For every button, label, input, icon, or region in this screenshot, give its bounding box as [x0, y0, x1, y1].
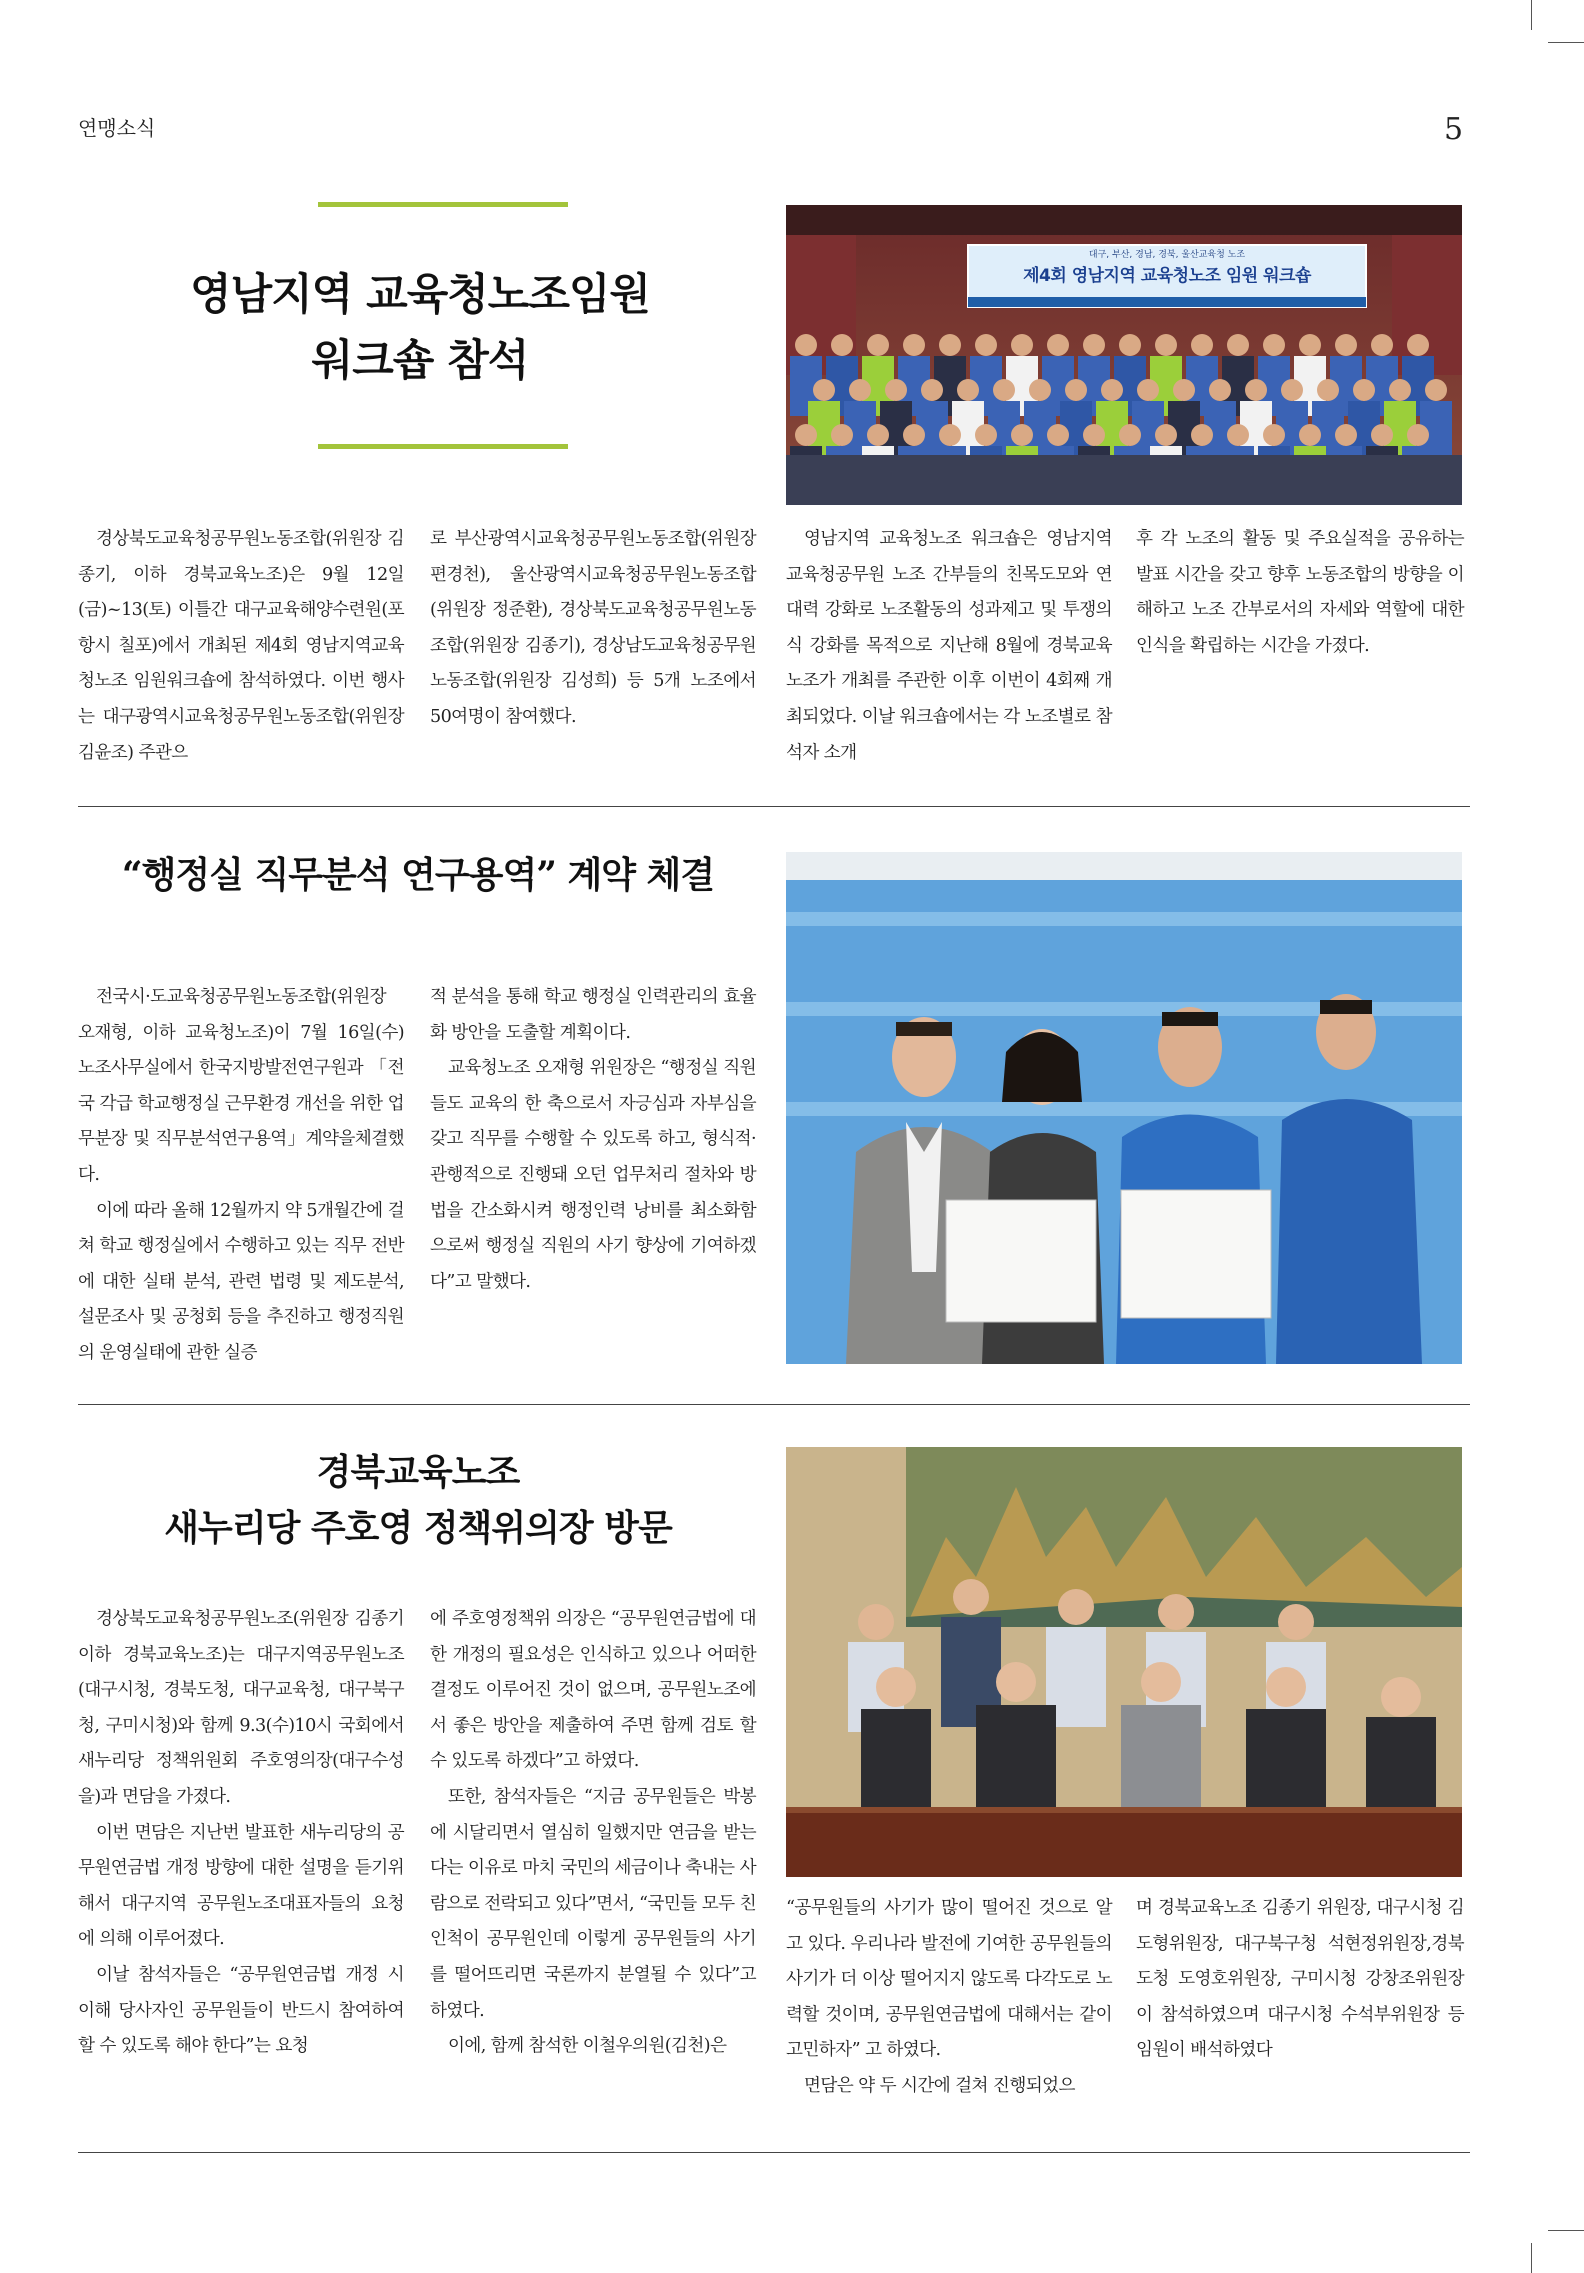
- article1-title-line2: 워크숍 참석: [311, 336, 529, 386]
- paragraph: 이에, 함께 참석한 이철우의원(김천)은: [448, 2036, 727, 2057]
- article2-column-1: [78, 980, 404, 1372]
- banner-title: 제4회 영남지역 교육청노조 임원 워크숍: [1023, 266, 1311, 286]
- paragraph: 영남지역 교육청노조 워크숍은 영남지역 교육청공무원 노조 간부들의 친목도모와 연대력 강화로 노조활동의 성과제고 및 투쟁의식 강화를 목적으로 지난해 8월에 경북교육노조가 개최를 주관한 이후 이번이 4회째 개최되었다. 이날 워크숍에서는 각 노조별로 참석자 소개: [786, 529, 1112, 763]
- banner-subtitle: 대구, 부산, 경남, 경북, 울산교육청 노조: [1088, 250, 1246, 260]
- article2-title: “행정실 직무분석 연구용역” 계약 체결: [121, 854, 715, 896]
- article3-column-2: [430, 1602, 756, 2065]
- page-bottom-divider: [78, 2152, 1470, 2153]
- paragraph: 로 부산광역시교육청공무원노동조합(위원장 편경천), 울산광역시교육청공무원노동조합(위원장 정준환), 경상북도교육청공무원노동조합(위원장 김종기), 경상남도교육청공무원노동조합(위원장 김성희) 등 5개 노조에서 50여명이 참여했다.: [430, 529, 756, 727]
- article3-title: [78, 1444, 758, 1556]
- paragraph: 또한, 참석자들은 “지금 공무원들은 박봉에 시달리면서 열심히 일했지만 연금을 받는다는 이유로 마치 국민의 세금이나 축내는 사람으로 전락되고 있다”면서, “국민들 모두 친인척이 공무원인데 이렇게 공무원들의 사기를 떨어뜨리면 국론까지 분열될 수 있다”고 하였다.: [430, 1786, 756, 2021]
- paragraph: 전국시·도교육청공무원노동조합(위원장 오재형, 이하 교육청노조)이 7월 16일(수) 노조사무실에서 한국지방발전연구원과 「전국 각급 학교행정실 근무환경 개선을 위한 업무분장 및 직무분석연구용역」계약을체결했다.: [78, 987, 404, 1185]
- article1-column-3: [786, 522, 1112, 771]
- paragraph: “공무원들의 사기가 많이 떨어진 것으로 알고 있다. 우리나라 발전에 기여한 공무원들의 사기가 더 이상 떨어지지 않도록 다각도로 노력할 것이며, 공무원연금법에 대해서는 같이 고민하자” 고 하였다.: [786, 1898, 1112, 2061]
- paragraph: 적 분석을 통해 학교 행정실 인력관리의 효율화 방안을 도출할 계획이다.: [430, 987, 756, 1043]
- section-label: 연맹소식: [78, 116, 156, 140]
- crop-mark: [1531, 0, 1532, 30]
- article1-column-4: [1136, 522, 1464, 664]
- article3-title-line1: 경북교육노조: [316, 1451, 520, 1493]
- paragraph: 며 경북교육노조 김종기 위원장, 대구시청 김도형위원장, 대구북구청 석현정위원장,경북도청 도영호위원장, 구미시청 강창조위원장이 참석하였으며 대구시청 수석부위원장 등 임원이 배석하였다: [1136, 1898, 1464, 2061]
- paragraph: 에 주호영정책위 의장은 “공무원연금법에 대한 개정의 필요성은 인식하고 있으나 어떠한 결정도 이루어진 것이 없으며, 공무원노조에서 좋은 방안을 제출하여 주면 함께 검토 할 수 있도록 하겠다”고 하였다.: [430, 1609, 756, 1772]
- article2-column-2: [430, 980, 756, 1300]
- article3-column-4: [1136, 1891, 1464, 2069]
- page-number: 5: [1444, 112, 1464, 147]
- article3-title-line2: 새누리당 주호영 정책위의장 방문: [164, 1507, 672, 1549]
- paragraph: 교육청노조 오재형 위원장은 “행정실 직원들도 교육의 한 축으로서 자긍심과 자부심을 갖고 직무를 수행할 수 있도록 하고, 형식적·관행적으로 진행돼 오던 업무처리 절차와 방법을 간소화시켜 행정인력 낭비를 최소화함으로써 행정실 직원의 사기 향상에 기여하겠다”고 말했다.: [430, 1058, 756, 1292]
- paragraph: 이번 면담은 지난번 발표한 새누리당의 공무원연금법 개정 방향에 대한 설명을 듣기위해서 대구지역 공무원노조대표자들의 요청에 의해 이루어졌다.: [78, 1822, 404, 1950]
- paragraph: 경상북도교육청공무원노동조합(위원장 김종기, 이하 경북교육노조)은 9월 12일(금)~13(토) 이틀간 대구교육해양수련원(포항시 칠포)에서 개최된 제4회 영남지역교육청노조 임원워크숍에 참석하였다. 이번 행사는 대구광역시교육청공무원노동조합(위원장 김윤조) 주관으: [78, 529, 404, 763]
- article3-column-3: [786, 1891, 1112, 2105]
- paragraph: 후 각 노조의 활동 및 주요실적을 공유하는 발표 시간을 갖고 향후 노동조합의 방향을 이해하고 노조 간부로서의 자세와 역할에 대한 인식을 확립하는 시간을 가졌다.: [1136, 529, 1464, 656]
- workshop-group-photo: [786, 205, 1462, 505]
- article3-column-1: [78, 1602, 404, 2065]
- article1-title-line1: 영남지역 교육청노조임원: [190, 270, 650, 320]
- policy-chair-visit-photo: [786, 1447, 1462, 1877]
- paragraph: 경상북도교육청공무원노조(위원장 김종기 이하 경북교육노조)는 대구지역공무원노조(대구시청, 경북도청, 대구교육청, 대구북구청, 구미시청)와 함께 9.3(수)10시 국회에서 새누리당 정책위원회 주호영의장(대구수성을)과 면담을 가졌다.: [78, 1609, 404, 1807]
- article1-column-1: [78, 522, 404, 771]
- article1-title: [130, 262, 710, 394]
- paragraph: 이날 참석자들은 “공무원연금법 개정 시 이해 당사자인 공무원들이 반드시 참여하여 할 수 있도록 해야 한다”는 요청: [78, 1964, 404, 2057]
- crop-mark: [1548, 42, 1584, 43]
- paragraph: 이에 따라 올해 12월까지 약 5개월간에 걸쳐 학교 행정실에서 수행하고 있는 직무 전반에 대한 실태 분석, 관련 법령 및 제도분석, 설문조사 및 공청회 등을 추진하고 행정직원의 운영실태에 관한 실증: [78, 1200, 404, 1363]
- contract-signing-photo: [786, 852, 1462, 1364]
- section-divider: [78, 806, 1470, 807]
- title-rule-bottom: [318, 444, 568, 449]
- section-divider: [78, 1404, 1470, 1405]
- crop-mark: [1531, 2243, 1532, 2273]
- paragraph: 면담은 약 두 시간에 걸쳐 진행되었으: [804, 2075, 1075, 2096]
- title-rule-top: [318, 202, 568, 207]
- article1-column-2: [430, 522, 756, 736]
- crop-mark: [1548, 2230, 1584, 2231]
